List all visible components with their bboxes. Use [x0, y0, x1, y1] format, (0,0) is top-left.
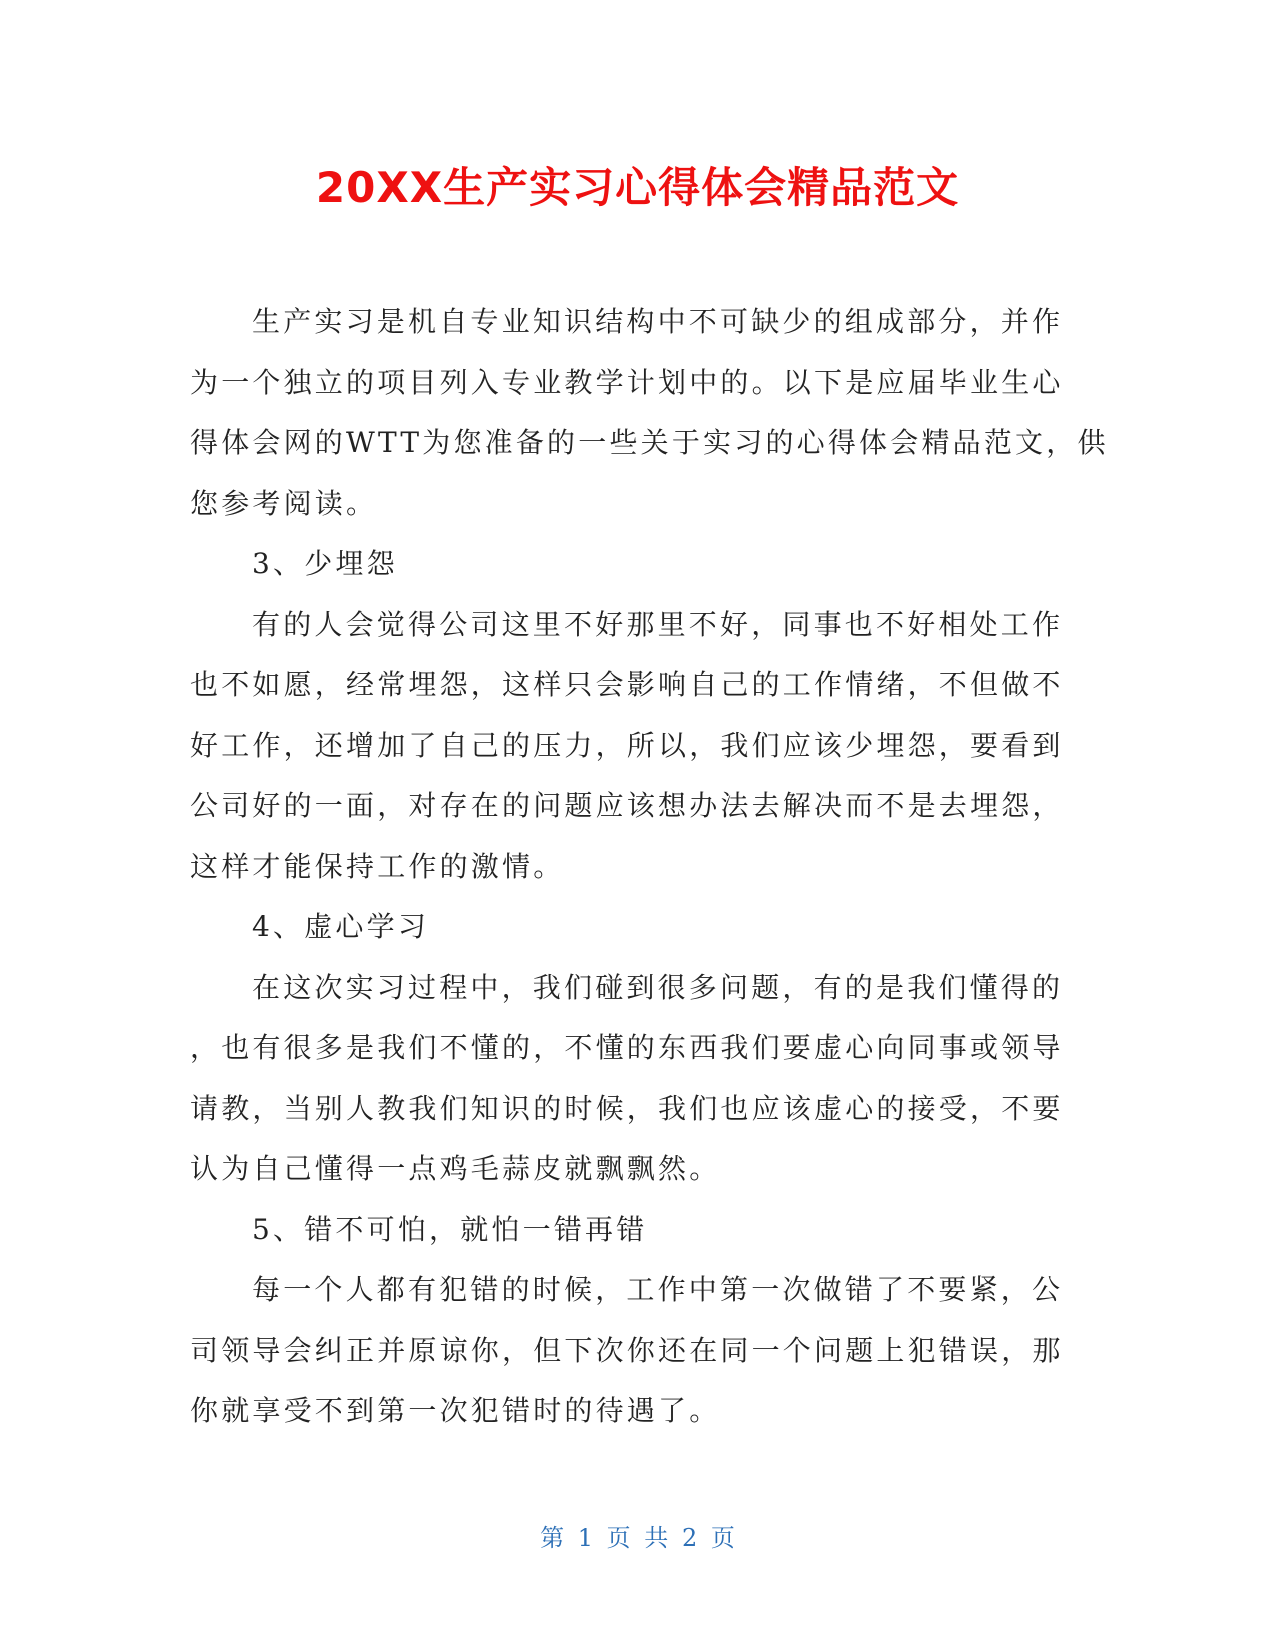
- intro-line: 您参考阅读。: [190, 486, 378, 520]
- intro-line: 生产实习是机自专业知识结构中不可缺少的组成部分，并作: [252, 305, 1064, 338]
- paragraph-line: 也不如愿，经常埋怨，这样只会影响自己的工作情绪，不但做不: [190, 668, 1064, 701]
- document-body: [190, 292, 1109, 1442]
- intro-paragraph: [190, 292, 1109, 534]
- section-3-paragraph: [190, 595, 1070, 898]
- intro-line: 得体会网的WTT为您准备的一些关于实习的心得体会精品范文，供: [190, 426, 1109, 459]
- section-4-paragraph: [190, 958, 1070, 1200]
- section-4-heading: [190, 897, 1070, 958]
- intro-line: 为一个独立的项目列入专业教学计划中的。以下是应届毕业生心: [190, 365, 1064, 399]
- document-title: 20XX生产实习心得体会精品范文: [315, 163, 960, 212]
- section-heading-text: 5、错不可怕，就怕一错再错: [252, 1212, 648, 1246]
- paragraph-line: 有的人会觉得公司这里不好那里不好，同事也不好相处工作: [252, 607, 1064, 641]
- section-heading-text: 3、少埋怨: [252, 547, 398, 580]
- section-3-heading: [190, 534, 1070, 595]
- paragraph-line: 好工作，还增加了自己的压力，所以，我们应该少埋怨，要看到: [190, 728, 1064, 762]
- paragraph-line: 请教，当别人教我们知识的时候，我们也应该虚心的接受，不要: [190, 1091, 1064, 1125]
- paragraph-line: 你就享受不到第一次犯错时的待遇了。: [190, 1394, 721, 1427]
- page-number-footer: 第 1 页 共 2 页: [540, 1524, 735, 1552]
- paragraph-line: 在这次实习过程中，我们碰到很多问题，有的是我们懂得的: [252, 970, 1064, 1004]
- section-5-heading: [190, 1200, 1070, 1261]
- paragraph-line: 认为自己懂得一点鸡毛蒜皮就飘飘然。: [190, 1152, 721, 1185]
- section-5-paragraph: [190, 1260, 1070, 1442]
- paragraph-line: 公司好的一面，对存在的问题应该想办法去解决而不是去埋怨，: [190, 789, 1064, 822]
- paragraph-line: 这样才能保持工作的激情。: [190, 849, 565, 883]
- paragraph-line: 每一个人都有犯错的时候，工作中第一次做错了不要紧，公: [252, 1273, 1064, 1306]
- paragraph-line: ，也有很多是我们不懂的，不懂的东西我们要虚心向同事或领导: [190, 1031, 1064, 1064]
- section-heading-text: 4、虚心学习: [252, 910, 430, 943]
- paragraph-line: 司领导会纠正并原谅你，但下次你还在同一个问题上犯错误，那: [190, 1333, 1064, 1367]
